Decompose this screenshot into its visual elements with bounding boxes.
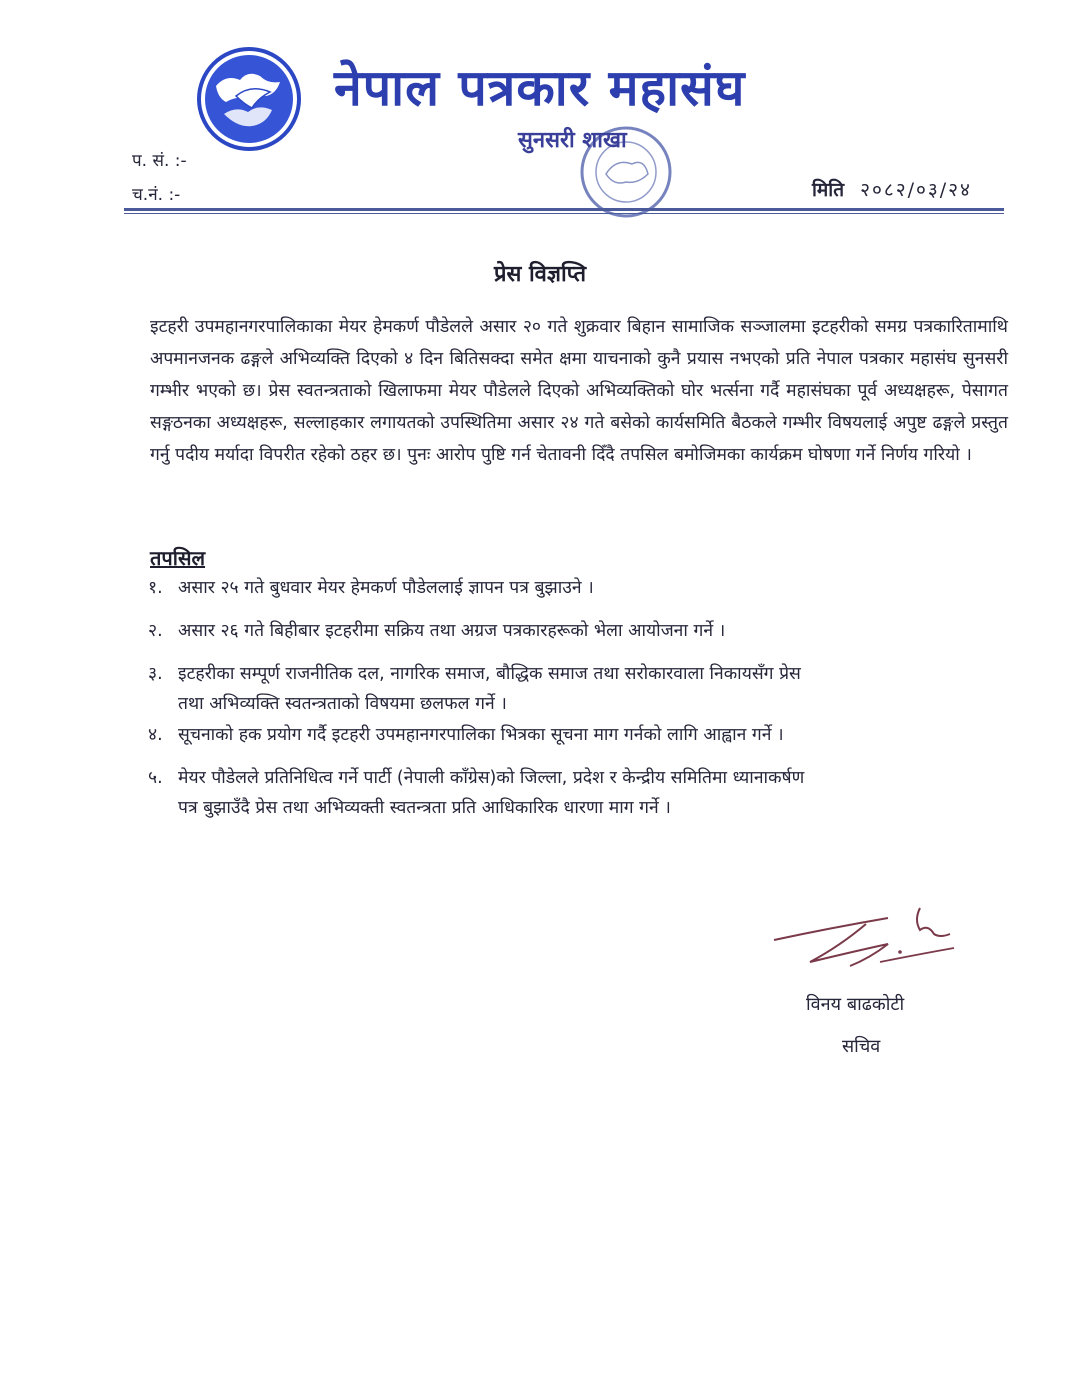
list-item [148,763,804,823]
document-title: प्रेस विज्ञप्ति [493,262,587,287]
branch-name: सुनसरी शाखा [518,128,627,153]
header-divider-thin [124,213,1004,214]
header-divider [124,208,1004,211]
list-heading: तपसिल [150,546,206,570]
list-item-number: २. [148,621,163,641]
list-item-continuation: पत्र बुझाउँदै प्रेस तथा अभिव्यक्ती स्वतन्त्रता प्रति आधिकारिक धारणा माग गर्ने । [178,798,671,818]
list-item-continuation: तथा अभिव्यक्ति स्वतन्त्रताको विषयमा छलफल गर्ने । [178,694,507,714]
list-item [148,720,784,750]
list-item [148,616,725,646]
signer-title: सचिव [842,1036,881,1057]
list-item [148,573,594,603]
globe-dove-logo-icon [196,46,302,152]
handwritten-signature-icon [770,900,960,980]
signer-name: विनय बाढकोटी [806,994,905,1015]
date-line [812,176,972,202]
list-item-text: असार २६ गते बिहीबार इटहरीमा सक्रिय तथा अग्रज पत्रकारहरूको भेला आयोजना गर्ने । [178,621,726,641]
date-label: मिति [812,179,845,201]
list-item-text: इटहरीका सम्पूर्ण राजनीतिक दल, नागरिक समाज, बौद्धिक समाज तथा सरोकारवाला निकायसँग प्रेस [178,664,801,684]
organization-name: नेपाल पत्रकार महासंघ [334,59,746,117]
list-item-number: ४. [148,725,163,745]
body-paragraph: इटहरी उपमहानगरपालिकाका मेयर हेमकर्ण पौडेलले असार २० गते शुक्रवार बिहान सामाजिक सञ्जालमा इटहरीको समग्र पत्रकारितामाथि अपमानजनक ढङ्गले अभिव्यक्ति दिएको ४ दिन बितिसक्दा समेत क्षमा याचनाको कुनै प्रयास नभएको प्रति नेपाल पत्रकार महासंघ सुनसरी गम्भीर भएको छ। प्रेस स्वतन्त्रताको खिलाफमा मेयर पौडेलले दिएको अभिव्यक्तिको घोर भर्त्सना गर्दै महासंघका पूर्व अध्यक्षहरू, पेसागत सङ्गठनका अध्यक्षहरू, सल्लाहकार लगायतको उपस्थितिमा असार २४ गते बसेको कार्यसमिति बैठकले गम्भीर विषयलाई अपुष्ट ढङ्गले प्रस्तुत गर्नु पदीय मर्यादा विपरीत रहेको ठहर छ। पुनः आरोप पुष्टि गर्न चेतावनी दिँदै तपसिल बमोजिमका कार्यक्रम घोषणा गर्ने निर्णय गरियो । [150,317,1008,465]
date-value: २०८२/०३/२४ [860,179,972,201]
list-item-number: ३. [148,664,163,684]
list-item [148,659,801,719]
dispatch-number-label: च.नं. :- [132,185,181,205]
list-item-text: सूचनाको हक प्रयोग गर्दै इटहरी उपमहानगरपालिका भित्रका सूचना माग गर्नको लागि आह्वान गर्ने । [178,725,784,745]
list-item-number: ५. [148,768,163,788]
list-item-number: १. [148,578,163,598]
list-item-text: मेयर पौडेलले प्रतिनिधित्व गर्ने पार्टी (नेपाली काँग्रेस)को जिल्ला, प्रदेश र केन्द्रीय समितिमा ध्यानाकर्षण [178,768,805,788]
list-item-text: असार २५ गते बुधवार मेयर हेमकर्ण पौडेललाई ज्ञापन पत्र बुझाउने । [178,578,594,598]
reference-number-label: प. सं. :- [132,151,187,171]
